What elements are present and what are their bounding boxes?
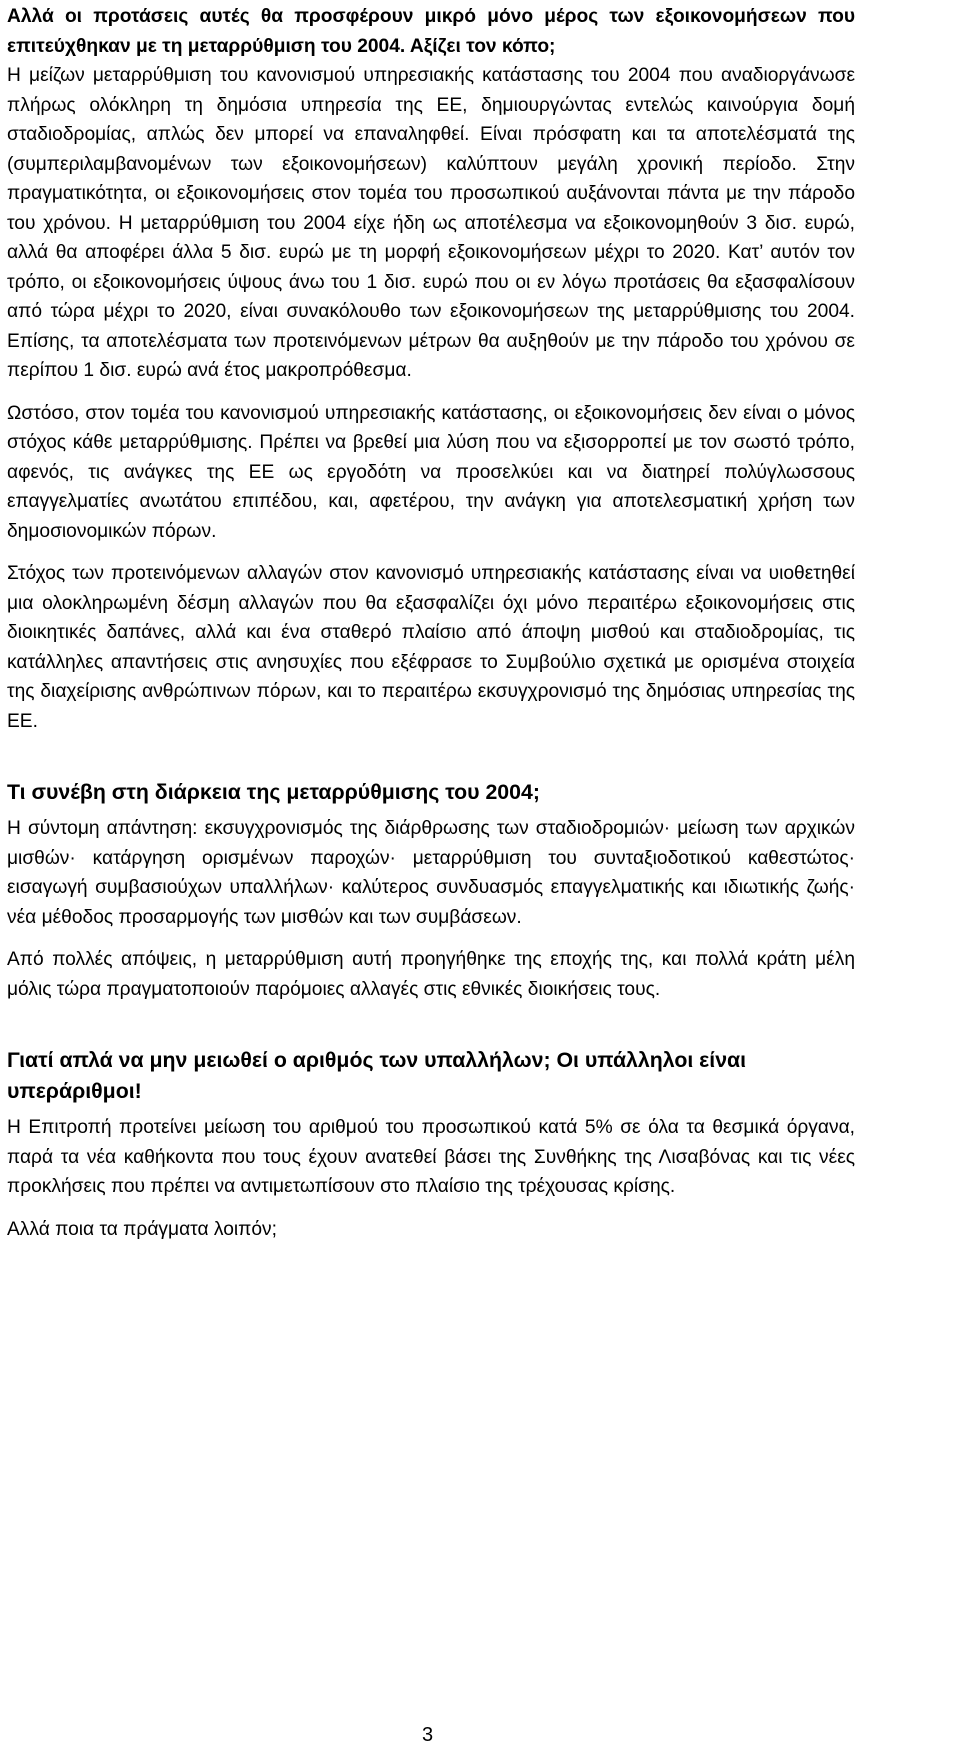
intro-paragraph-2: Ωστόσο, στον τομέα του κανονισμού υπηρεσιακής κατάστασης, οι εξοικονομήσεις δεν είναι ο μόνος στόχος κάθε μεταρρύθμισης. Πρέπει να βρεθεί μια λύση που να εξισορροπεί με τον σωστό τρόπο, αφενός, τις ανάγκες της ΕΕ ως εργοδότη να προσελκύει και να διατηρεί πολύγλωσσους επαγγελματίες ανωτάτου επιπέδου, και, αφετέρου, την ανάγκη για αποτελεσματική χρήση των δημοσιονομικών πόρων. (7, 402, 855, 542)
section1-paragraph-2: Από πολλές απόψεις, η μεταρρύθμιση αυτή προηγήθηκε της εποχής της, και πολλά κράτη μέλη μόλις τώρα πραγματοποιούν παρόμοιες αλλαγές στις εθνικές διοικήσεις τους. (7, 949, 855, 1000)
intro-paragraph-1: Η μείζων μεταρρύθμιση του κανονισμού υπηρεσιακής κατάστασης του 2004 που αναδιοργάνωσε πλήρως ολόκληρη τη δημόσια υπηρεσία της ΕΕ, δημιουργώντας εντελώς καινούργια δομή σταδιοδρομίας, απλώς δεν μπορεί να επαναληφθεί. Είναι πρόσφατη και τα αποτελέσματά της (συμπεριλαμβανομένων των εξοικονομήσεων) καλύπτουν μεγάλη χρονική περίοδο. Στην πραγματικότητα, οι εξοικονομήσεις στον τομέα του προσωπικού αυξάνονται πάντα με την πάροδο του χρόνου. Η μεταρρύθμιση του 2004 είχε ήδη ως αποτέλεσμα να εξοικονομηθούν 3 δισ. ευρώ, αλλά θα αποφέρει άλλα 5 δισ. ευρώ με τη μορφή εξοικονομήσεων μέχρι το 2020. Κατ’ αυτόν τον τρόπο, οι εξοικονομήσεις ύψους άνω του 1 δισ. ευρώ που οι εν λόγω προτάσεις θα εξασφαλίσουν από τώρα μέχρι το 2020, είναι συνακόλουθο των εξοικονομήσεων της μεταρρύθμισης του 2004. Επίσης, τα αποτελέσματα των προτεινόμενων μέτρων θα αυξηθούν με την πάροδο του χρόνου σε περίπου 1 δισ. ευρώ ανά έτος μακροπρόθεσμα. (7, 65, 855, 381)
section1-paragraph-1: Η σύντομη απάντηση: εκσυγχρονισμός της διάρθρωσης των σταδιοδρομιών· μείωση των αρχικών μισθών· κατάργηση ορισμένων παροχών· μεταρρύθμιση του συνταξιοδοτικού καθεστώτος· εισαγωγή συμβασιούχων υπαλλήλων· καλύτερος συνδυασμός επαγγελματικής και ιδιωτικής ζωής· νέα μέθοδος προσαρμογής των μισθών και των συμβάσεων. (7, 818, 855, 928)
section-heading-staff-reduction: Γιατί απλά να μην μειωθεί ο αριθμός των υπαλλήλων; Οι υπάλληλοι είναι υπεράριθμοι! (7, 1048, 747, 1103)
section-heading-2004-reform: Τι συνέβη στη διάρκεια της μεταρρύθμισης του 2004; (7, 780, 540, 804)
intro-bold-paragraph: Αλλά οι προτάσεις αυτές θα προσφέρουν μικρό μόνο μέρος των εξοικονομήσεων που επιτεύχθηκαν με τη μεταρρύθμιση του 2004. Αξίζει τον κόπο; (7, 6, 855, 57)
document-page (7, 2, 855, 1244)
section2-paragraph-1: Η Επιτροπή προτείνει μείωση του αριθμού του προσωπικού κατά 5% σε όλα τα θεσμικά όργανα, παρά τα νέα καθήκοντα που τους έχουν ανατεθεί βάσει της Συνθήκης της Λισαβόνας και τις νέες προκλήσεις που πρέπει να αντιμετωπίσουν στο πλαίσιο της τρέχουσας κρίσης. (7, 1117, 855, 1197)
page-number-text: 3 (421, 1724, 434, 1746)
section2-paragraph-2: Αλλά ποια τα πράγματα λοιπόν; (7, 1218, 277, 1240)
intro-paragraph-3: Στόχος των προτεινόμενων αλλαγών στον κανονισμό υπηρεσιακής κατάστασης είναι να υιοθετηθεί μια ολοκληρωμένη δέσμη αλλαγών που θα εξασφαλίζει όχι μόνο περαιτέρω εξοικονομήσεις στις διοικητικές δαπάνες, αλλά και ένα σταθερό πλαίσιο από άποψη μισθού και σταδιοδρομίας, τις κατάλληλες απαντήσεις στις ανησυχίες που εξέφρασε το Συμβούλιο σχετικά με ορισμένα στοιχεία της διαχείρισης ανθρώπινων πόρων, και το περαιτέρω εκσυγχρονισμό της δημόσιας υπηρεσίας της ΕΕ. (7, 563, 855, 732)
page-number (0, 1723, 855, 1747)
